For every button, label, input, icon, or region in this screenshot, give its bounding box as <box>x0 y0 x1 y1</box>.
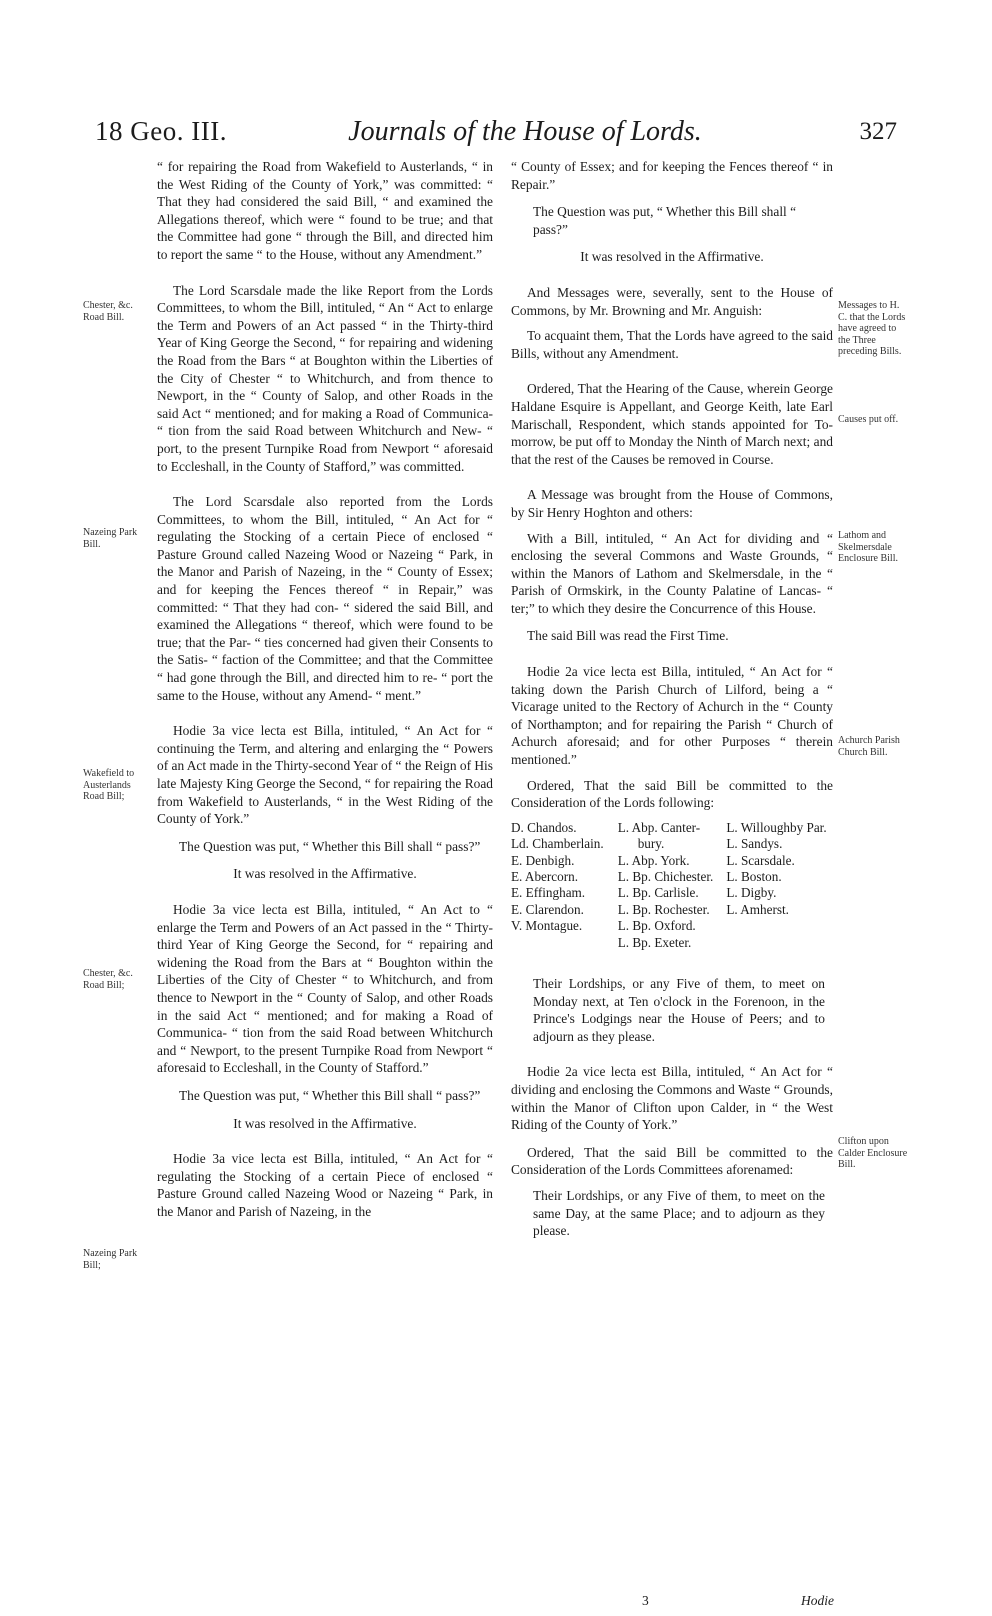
margin-note-achurch: Achurch Parish Church Bill. <box>838 735 900 758</box>
running-title: Journals of the House of Lords. <box>348 116 702 147</box>
resolved-chester: It was resolved in the Affirmative. <box>233 1115 417 1131</box>
page-footer <box>510 1593 834 1613</box>
second-reading-achurch: Hodie 2a vice lecta est Billa, intituled, “ An Act for “ taking down the Parish Church of Lilford, being a “ Vicarage united to the Rectory of Achurch in the “ County of Northampton; and for repairing the Parish “ Church of Achurch aforesaid; and for other Purposes “ therein mentioned.” <box>511 664 833 768</box>
third-reading-chester: Hodie 3a vice lecta est Billa, intituled, “ An Act to “ enlarge the Term and Powers of an Act passed in the “ Thirty-third Year of King George the Second, for “ repairing and widening the Road from the Bars at “ Boughton within the Liberties of the City of Chester “ to Whitchurch, and from thence to Newport in the “ County of Salop, and other Roads in the said Act “ mentioned; and for making a Road of Communica- “ tion from the said Road between Whitchurch and “ Newport, to the present Turnpike Road from Newport “ aforesaid to Eccleshall, in the County of Stafford.” <box>157 901 493 1076</box>
first-reading: The said Bill was read the First Time. <box>527 628 729 644</box>
margin-note-chester-road: Chester, &c. Road Bill. <box>83 300 133 323</box>
page-header <box>95 116 895 160</box>
lord-name: L. Digby. <box>726 885 777 901</box>
lord-name: L. Bp. Rochester. <box>617 901 710 917</box>
message-from-commons: A Message was brought from the House of Commons, by Sir Henry Hoghton and others: <box>511 487 833 520</box>
lords-column-3 <box>726 820 833 951</box>
margin-note-lathom: Lathom and Skelmersdale Enclosure Bill. <box>838 530 898 564</box>
lord-name: L. Amherst. <box>726 901 789 917</box>
lord-name: L. Willoughby Par. <box>726 819 827 835</box>
report-nazeing-park: The Lord Scarsdale also reported from the Lords Committees, to whom the Bill, intituled, “ An Act for “ regulating the Stocking of a certain Piece of enclosed “ Pasture Ground called Nazeing Wood or Nazeing “ Park, in the Manor and Parish of Nazeing, in the “ County of Essex; and for keeping the Fences thereof “ in Repair,” was committed: “ That they had con- “ sidered the said Bill, and examined the Allegations “ thereof, which were found to be true; that the Par- “ ties concerned had given their Consents to the Satis- “ faction of the Committee; and that the Committee “ had gone through the Bill, and directed him to re- “ port the same to the House, without any Amend- “ ment.” <box>157 494 493 703</box>
lord-name: D. Chandos. <box>511 819 577 835</box>
lord-name: E. Denbigh. <box>511 852 575 868</box>
margin-note-messages: Messages to H. C. that the Lords have agreed to the Three preceding Bills. <box>838 300 906 357</box>
lord-name: L. Scarsdale. <box>726 852 795 868</box>
lord-name: V. Montague. <box>511 918 583 934</box>
lord-name: E. Effingham. <box>511 885 586 901</box>
margin-note-chester-road-2: Chester, &c. Road Bill; <box>83 968 133 991</box>
question-chester: The Question was put, “ Whether this Bill shall “ pass?” <box>179 1087 481 1103</box>
question-nazeing: The Question was put, “ Whether this Bill shall “ pass?” <box>533 204 797 237</box>
lord-name: L. Sandys. <box>726 836 783 852</box>
resolved-wakefield: It was resolved in the Affirmative. <box>233 866 417 882</box>
lord-name: L. Abp. Canter- <box>617 819 701 835</box>
committee-meeting-clifton: Their Lordships, or any Five of them, to meet on the same Day, at the same Place; and to adjourn as they please. <box>533 1188 825 1239</box>
lord-name: L. Bp. Oxford. <box>617 918 696 934</box>
committee-meeting-achurch: Their Lordships, or any Five of them, to meet on Monday next, at Ten o'clock in the Forenoon, in the Prince's Lodgings near the House of Peers; and to adjourn as they please. <box>533 976 825 1044</box>
margin-note-nazeing-park-2: Nazeing Park Bill; <box>83 1248 138 1271</box>
lords-column-2 <box>618 820 727 951</box>
lord-name: L. Bp. Exeter. <box>617 934 692 950</box>
lord-name: bury. <box>637 836 665 852</box>
margin-note-clifton: Clifton upon Calder Enclosure Bill. <box>838 1136 908 1170</box>
order-committee-clifton: Ordered, That the said Bill be committed to the Consideration of the Lords Committees aforenamed: <box>511 1144 833 1178</box>
margin-note-nazeing-park: Nazeing Park Bill. <box>83 527 138 550</box>
lord-name: L. Bp. Carlisle. <box>617 885 699 901</box>
lords-column-1 <box>511 820 618 951</box>
right-column <box>511 158 833 1240</box>
lord-name: L. Abp. York. <box>617 852 690 868</box>
nazeing-bill-continued: “ County of Essex; and for keeping the Fences thereof “ in Repair.” <box>511 159 833 192</box>
second-reading-clifton: Hodie 2a vice lecta est Billa, intituled, “ An Act for “ dividing and enclosing the Commons and Waste “ Grounds, within the Manor of Clifton upon Calder, in “ the West Riding of the County of York.” <box>511 1064 833 1133</box>
messages-sent: And Messages were, severally, sent to the House of Commons, by Mr. Browning and Mr. Anguish: <box>511 284 833 318</box>
acquaint-commons: To acquaint them, That the Lords have agreed to the said Bills, without any Amendment. <box>511 328 833 361</box>
lord-name: L. Boston. <box>726 869 782 885</box>
lord-name: L. Bp. Chichester. <box>617 869 714 885</box>
order-committee-achurch: Ordered, That the said Bill be committed to the Consideration of the Lords following: <box>511 777 833 811</box>
page-number: 327 <box>859 118 897 145</box>
order-causes-put-off: Ordered, That the Hearing of the Cause, wherein George Haldane Esquire is Appellant, and George Keith, late Earl Marischall, Respondent, which stands appointed for To-morrow, be put off to Monday the Ninth of March next; and that the rest of the Causes be removed in Course. <box>511 381 833 467</box>
lord-name: E. Clarendon. <box>511 901 584 917</box>
lord-name: E. Abercorn. <box>511 869 579 885</box>
margin-note-causes: Causes put off. <box>838 414 899 425</box>
third-reading-wakefield: Hodie 3a vice lecta est Billa, intituled, “ An Act for “ continuing the Term, and altering and enlarging the “ Powers of an Act made in the Thirty-second Year of “ the Reign of His late Majesty King George the Second, “ for repairing the Road from Wakefield to Austerlands, “ in the West Riding of the County of York.” <box>157 723 493 827</box>
report-chester-road: The Lord Scarsdale made the like Report from the Lords Committees, to whom the Bill, intituled, “ An “ Act to enlarge the Term and Powers of an Act passed “ in the Thirty-third Year of King George the Second, “ for repairing and widening the Road from the Bars “ at Boughton within the Liberties of the City of Chester “ to Whitchurch, and from thence to Newport, in the “ County of Salop, and other Roads in the said Act “ mentioned; and for making a Road of Communica- “ tion from the said Road between Whitchurch and New- “ port, to the present Turnpike Road from Newport “ aforesaid to Eccleshall, in the County of Stafford,” was committed. <box>157 282 493 474</box>
resolved-nazeing: It was resolved in the Affirmative. <box>580 249 764 265</box>
lord-name: Ld. Chamberlain. <box>511 836 604 852</box>
question-wakefield: The Question was put, “ Whether this Bill shall “ pass?” <box>179 838 481 854</box>
catchword: Hodie <box>801 1593 834 1608</box>
left-column <box>157 158 493 1220</box>
margin-note-wakefield-road: Wakefield to Austerlands Road Bill; <box>83 768 135 802</box>
third-reading-nazeing: Hodie 3a vice lecta est Billa, intituled, “ An Act for “ regulating the Stocking of a certain Piece of enclosed “ Pasture Ground called Nazeing Wood or Nazeing “ Park, in the Manor and Parish of Nazeing, in the <box>157 1151 493 1219</box>
regnal-year: 18 Geo. III. <box>95 116 227 146</box>
report-wakefield-continued: “ for repairing the Road from Wakefield to Austerlands, “ in the West Riding of the County of York,” was committed: “ That they had considered the said Bill, “ and examined the Allegations thereof, which were “ found to be true; and that the Committee had gone “ through the Bill, and directed him to report the same “ to the House, without any Amendment.” <box>157 159 493 262</box>
signature-mark: 3 <box>642 1593 649 1608</box>
lathom-bill: With a Bill, intituled, “ An Act for dividing and “ enclosing the several Commons and Waste Grounds, “ within the Manors of Lathom and Skelmersdale, in the “ Parish of Ormskirk, in the County Palatine of Lancas- “ ter;” to which they desire the Concurrence of this House. <box>511 530 833 616</box>
lords-committee-list <box>511 820 833 951</box>
